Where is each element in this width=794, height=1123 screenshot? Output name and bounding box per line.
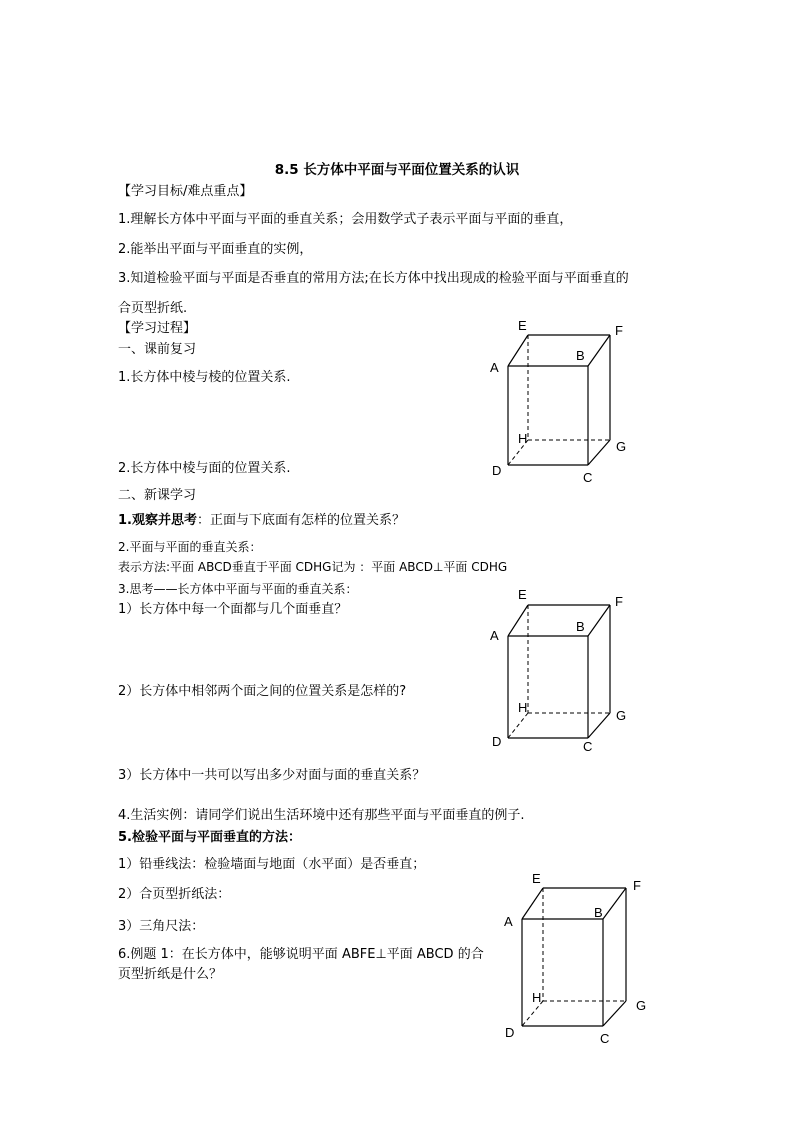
- vertex-label-c: C: [600, 1031, 610, 1046]
- review-question-2: 2.长方体中棱与面的位置关系.: [118, 461, 291, 476]
- vertex-label-b: B: [576, 619, 585, 634]
- question-1: [118, 512, 405, 530]
- vertex-label-d: D: [492, 734, 502, 749]
- vertex-label-f: F: [615, 323, 623, 338]
- vertex-label-f: F: [633, 878, 641, 893]
- vertex-label-a: A: [490, 628, 499, 643]
- method-2: 2）合页型折纸法：: [118, 887, 231, 902]
- vertex-label-d: D: [505, 1025, 515, 1040]
- objective-2: 2.能举出平面与平面垂直的实例，: [118, 242, 313, 257]
- example-1-line-2: 页型折纸是什么？: [118, 967, 223, 982]
- vertex-label-g: G: [616, 708, 627, 723]
- vertex-label-e: E: [518, 587, 527, 602]
- objective-1: 1.理解长方体中平面与平面的垂直关系；会用数学式子表示平面与平面的垂直，: [118, 212, 573, 227]
- cube-diagram-2: [480, 585, 640, 760]
- vertex-label-e: E: [518, 318, 527, 333]
- page-title: 8.5 长方体中平面与平面位置关系的认识: [274, 162, 520, 178]
- vertex-label-h: H: [518, 431, 528, 446]
- new-lesson-heading: 二、新课学习: [118, 488, 197, 503]
- vertex-label-d: D: [492, 463, 502, 478]
- objective-3: 3.知道检验平面与平面是否垂直的常用方法;在长方体中找出现成的检验平面与平面垂直的: [118, 271, 629, 286]
- vertex-label-b: B: [576, 348, 585, 363]
- method-1: 1）铅垂线法：检验墙面与地面（水平面）是否垂直；: [118, 857, 426, 872]
- vertex-label-b: B: [594, 905, 603, 920]
- review-question-1: 1.长方体中棱与棱的位置关系.: [118, 370, 291, 385]
- vertex-label-g: G: [636, 998, 647, 1013]
- objective-3-cont: 合页型折纸.: [118, 301, 188, 316]
- question-3-3: 3）长方体中一共可以写出多少对面与面的垂直关系？: [118, 768, 426, 783]
- process-heading: 【学习过程】: [118, 321, 197, 336]
- cube-diagram-3: [490, 866, 655, 1048]
- question-5: 5.检验平面与平面垂直的方法：: [118, 830, 301, 845]
- vertex-label-h: H: [518, 700, 528, 715]
- vertex-label-e: E: [532, 871, 541, 886]
- vertex-label-f: F: [615, 594, 623, 609]
- vertex-label-c: C: [583, 739, 593, 754]
- vertex-label-g: G: [616, 439, 627, 454]
- review-heading: 一、课前复习: [118, 342, 197, 357]
- example-1-line-1: 6.例题 1：在长方体中，能够说明平面 ABFE⊥平面 ABCD 的合: [118, 947, 484, 962]
- notation-line: 表示方法:平面 ABCD垂直于平面 CDHG记为 ：平面 ABCD⊥平面 CDHG: [118, 560, 508, 574]
- vertex-label-c: C: [583, 470, 593, 485]
- question-3-2: 2）长方体中相邻两个面之间的位置关系是怎样的?: [118, 684, 407, 699]
- vertex-label-a: A: [504, 914, 513, 929]
- question-4: 4.生活实例：请同学们说出生活环境中还有那些平面与平面垂直的例子.: [118, 808, 525, 823]
- vertex-label-a: A: [490, 360, 499, 375]
- objectives-heading: 【学习目标/难点重点】: [118, 184, 253, 199]
- method-3: 3）三角尺法：: [118, 919, 205, 934]
- question-3: 3.思考——长方体中平面与平面的垂直关系：: [118, 582, 358, 596]
- vertex-label-h: H: [532, 990, 542, 1005]
- question-1-prefix: 1.观察并思考: [118, 513, 197, 528]
- question-3-1: 1）长方体中每一个面都与几个面垂直？: [118, 602, 348, 617]
- question-1-text: ：正面与下底面有怎样的位置关系？: [196, 513, 405, 528]
- question-2: 2.平面与平面的垂直关系：: [118, 540, 262, 554]
- cube-diagram-1: [480, 315, 640, 490]
